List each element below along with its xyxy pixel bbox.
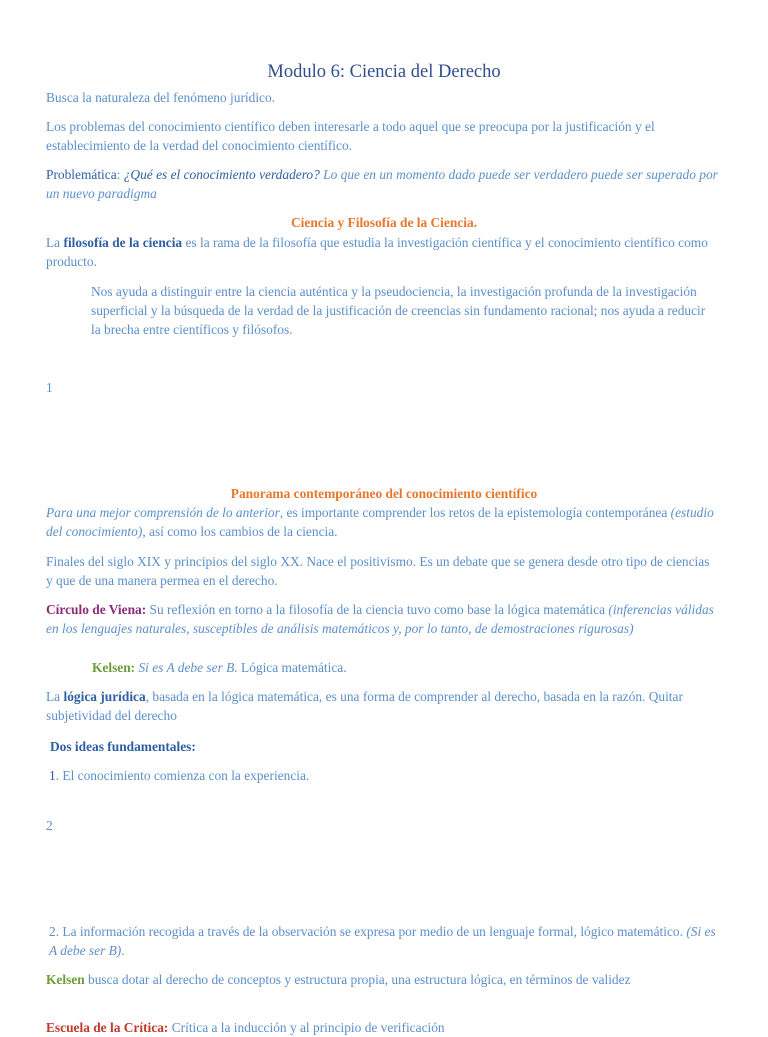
text-fragment: (estudio del conocimiento)	[46, 505, 714, 539]
text-fragment: (inferencias válidas en los lenguajes naturales, susceptibles de análisis matemáticos y, por lo tanto, de demostraciones rigurosas)	[46, 602, 714, 636]
paragraph-panorama	[46, 503, 718, 541]
paragraph-filosofia	[46, 233, 718, 271]
heading-ciencia-filosofia: Ciencia y Filosofía de la Ciencia.	[291, 215, 477, 230]
problematica-label: Problemática	[46, 167, 117, 182]
problematica-rest: Lo que en un momento dado puede ser verdadero puede ser superado por un nuevo paradigma	[46, 167, 718, 201]
paragraph-indented: Nos ayuda a distinguir entre la ciencia auténtica y la pseudociencia, la investigación profunda de la investigación superficial y la búsqueda de la verdad de la justificación de creencias sin fundamento racional; nos ayuda a reducir la brecha entre científicos y filósofos.	[91, 284, 706, 337]
list-item-1	[49, 766, 721, 785]
text-fragment: es la rama de la filosofía que estudia la investigación científica y el conocimiento científico como producto.	[46, 235, 708, 269]
list-number: 1	[49, 768, 56, 783]
text-fragment: Su reflexión en torno a la filosofía de la ciencia tuvo como base la lógica matemática	[146, 602, 609, 617]
heading-dos-ideas: Dos ideas fundamentales:	[50, 739, 196, 754]
paragraph-problems: Los problemas del conocimiento científico deben interesarle a todo aquel que se preocupa por la justificación y el establecimiento de la verdad del conocimiento científico.	[46, 119, 655, 153]
page-number-1: 1	[46, 380, 53, 395]
text-fragment: Lógica matemática.	[237, 660, 347, 675]
paragraph-positivismo: Finales del siglo XIX y principios del siglo XX. Nace el positivismo. Es un debate que se genera desde otro tipo de ciencias y que de una manera permea en el derecho.	[46, 554, 710, 588]
kelsen-label: Kelsen	[46, 972, 85, 987]
text-fragment: Para una mejor comprensión de lo anterior	[46, 505, 280, 520]
text-fragment: , basada en la lógica matemática, es una forma de comprender al derecho, basada en la razón. Quitar subjetividad del derecho	[46, 689, 683, 723]
text-fragment: La	[46, 235, 64, 250]
problematica-colon: :	[116, 167, 124, 182]
paragraph-intro: Busca la naturaleza del fenómeno jurídico.	[46, 90, 276, 105]
list-item-2	[49, 922, 717, 960]
text-fragment: (Si es A debe ser B)	[49, 924, 716, 958]
text-fragment: .	[121, 943, 125, 958]
heading-panorama: Panorama contemporáneo del conocimiento científico	[230, 486, 538, 501]
paragraph-circulo-viena	[46, 600, 718, 638]
text-fragment: busca dotar al derecho de conceptos y estructura propia, una estructura lógica, en términos de validez	[84, 972, 631, 987]
problematica-question: ¿Qué es el conocimiento verdadero?	[123, 167, 320, 182]
paragraph-kelsen-2	[46, 970, 718, 989]
page-title: Modulo 6: Ciencia del Derecho	[267, 62, 501, 82]
page-number-2: 2	[46, 818, 53, 833]
text-fragment: , es importante comprender los retos de la epistemología contemporánea	[279, 505, 671, 520]
text-fragment: Si es A debe ser B.	[135, 660, 238, 675]
text-fragment: . El conocimiento comienza con la experiencia.	[55, 768, 310, 783]
paragraph-problematica	[46, 165, 718, 203]
text-fragment: , así como los cambios de la ciencia.	[142, 524, 338, 539]
text-fragment: La	[46, 689, 64, 704]
paragraph-escuela-critica	[46, 1018, 718, 1037]
term-filosofia-ciencia: filosofía de la ciencia	[63, 235, 183, 250]
term-logica-juridica: lógica jurídica	[63, 689, 146, 704]
paragraph-kelsen-1	[92, 658, 712, 677]
paragraph-logica-juridica	[46, 687, 718, 725]
text-fragment: 2. La información recogida a través de la observación se expresa por medio de un lenguaje formal, lógico matemático.	[49, 924, 687, 939]
kelsen-label: Kelsen:	[92, 660, 136, 675]
escuela-critica-label: Escuela de la Crítica:	[46, 1020, 169, 1035]
circulo-viena-label: Círculo de Viena:	[46, 602, 147, 617]
text-fragment: Crítica a la inducción y al principio de verificación	[168, 1020, 445, 1035]
